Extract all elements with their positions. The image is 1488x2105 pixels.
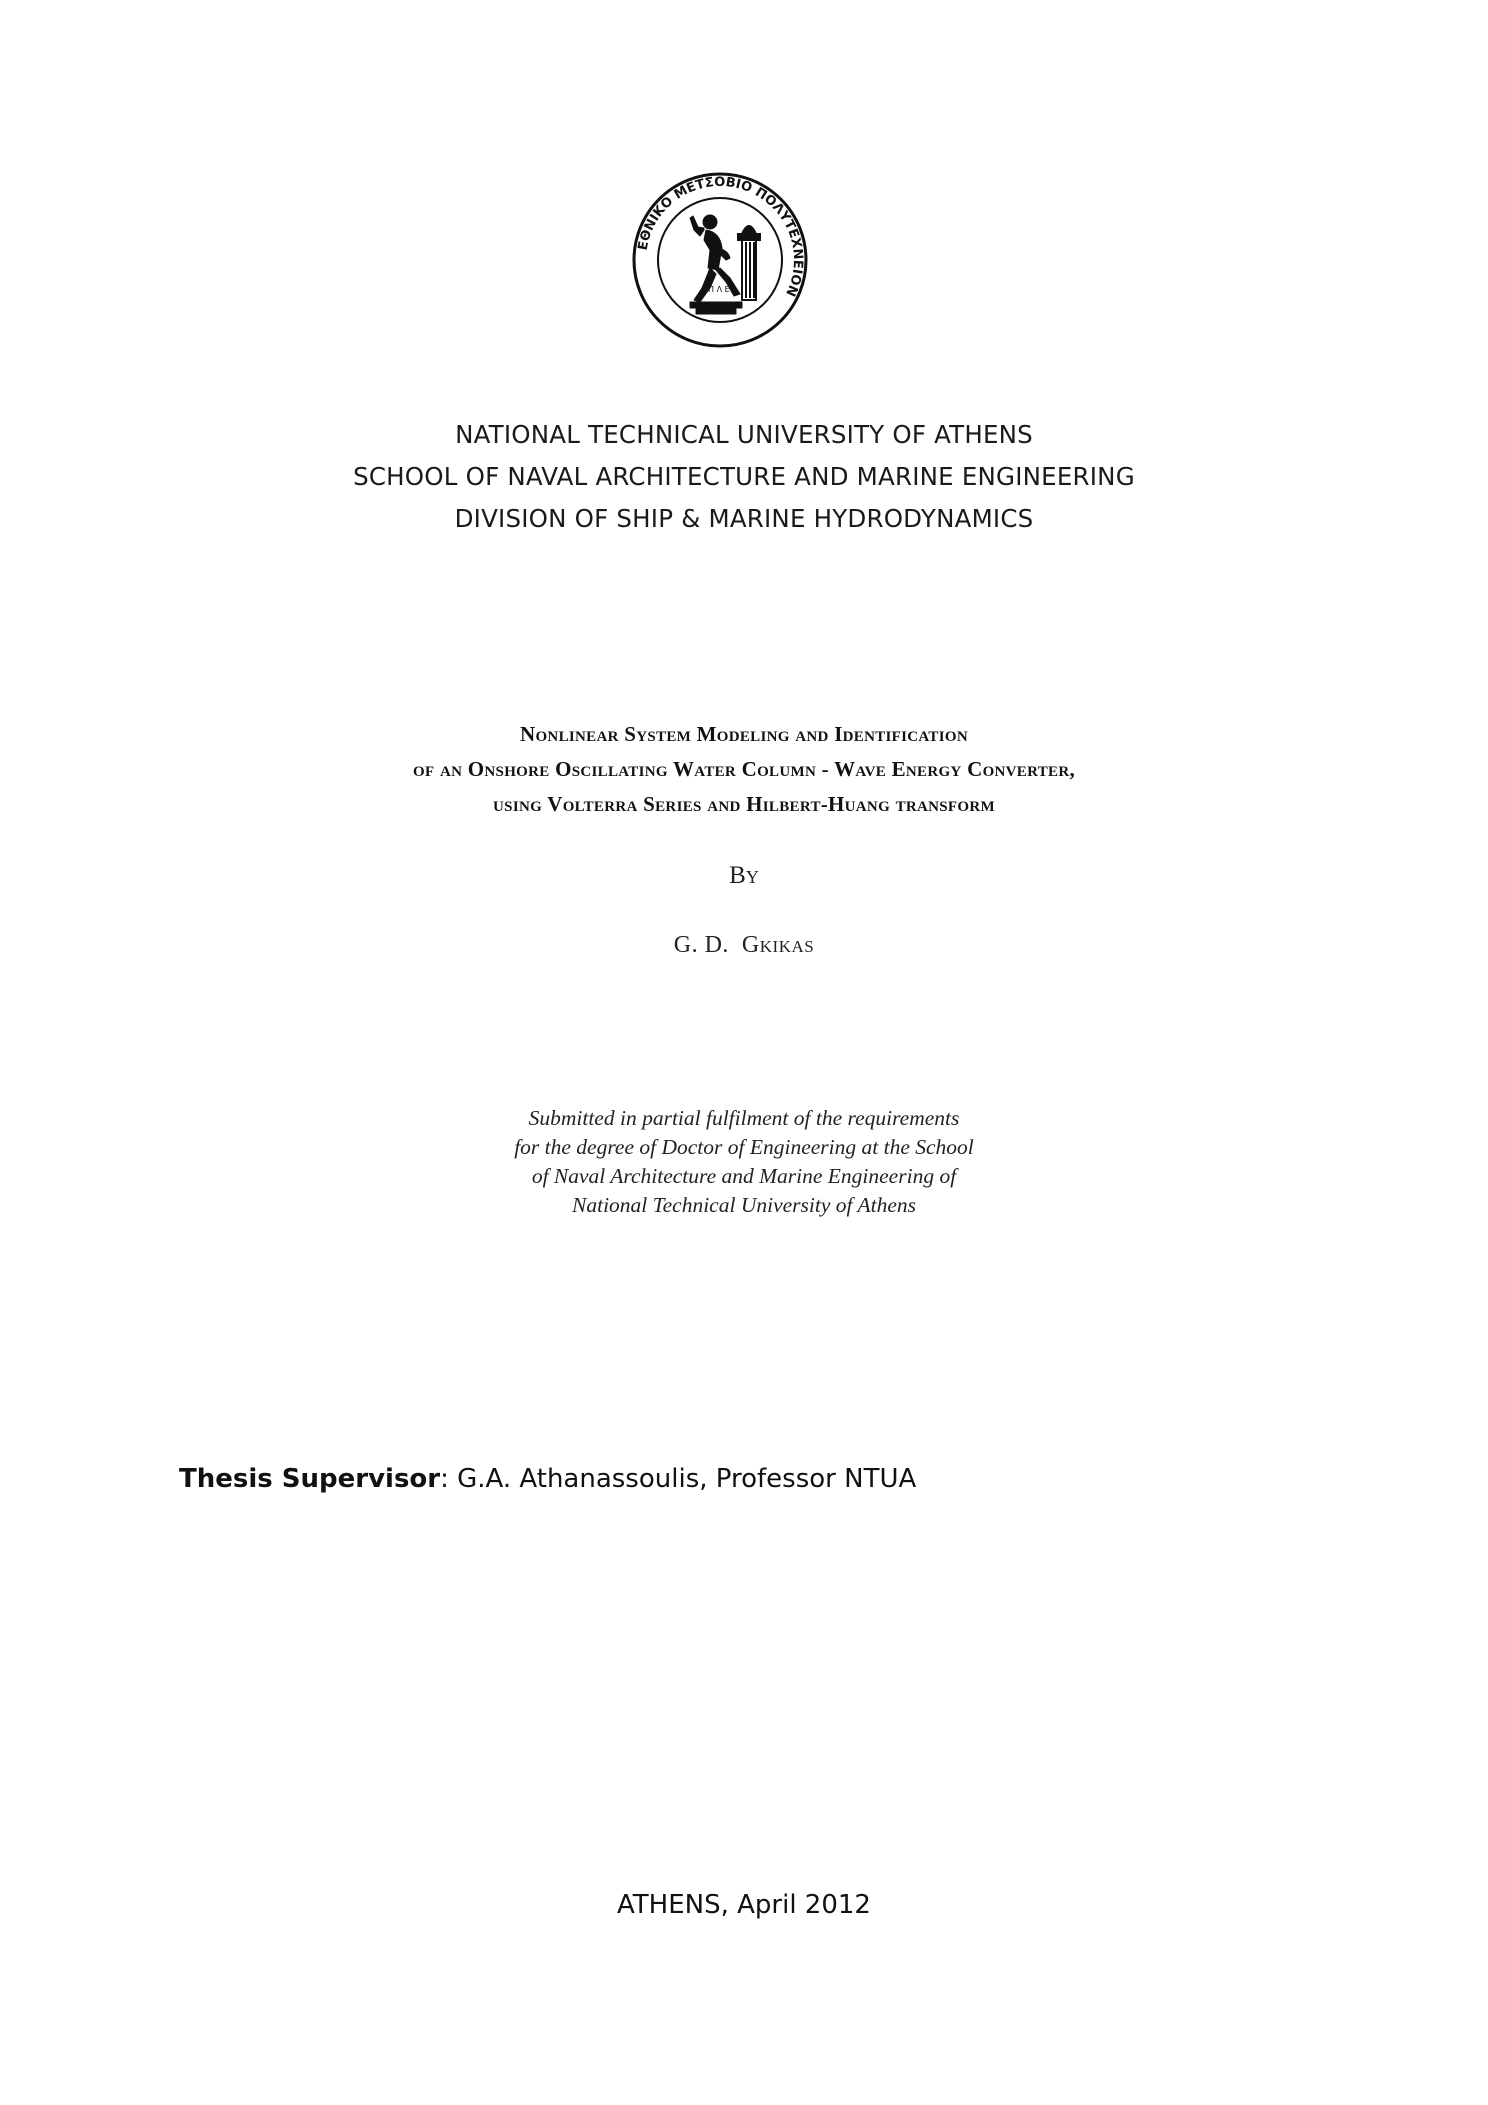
supervisor-label: Thesis Supervisor — [179, 1464, 441, 1494]
supervisor-value: : G.A. Athanassoulis, Professor NTUA — [440, 1464, 917, 1494]
submission-line-1: Submitted in partial fulfilment of the requirements — [528, 1106, 960, 1130]
place-and-date: ATHENS, April 2012 — [617, 1890, 871, 1920]
seal-ring-text: ΕΘΝΙΚΟ ΜΕΤΣΟΒΙΟ ΠΟΛΥΤΕΧΝΕΙΟΝ — [635, 174, 806, 299]
svg-text:Α Π Λ Ε: Α Π Λ Ε — [700, 285, 730, 294]
division-name: DIVISION OF SHIP & MARINE HYDRODYNAMICS — [454, 504, 1034, 533]
by-label: By — [729, 862, 759, 889]
school-name: SCHOOL OF NAVAL ARCHITECTURE AND MARINE ENGINEERING — [353, 462, 1135, 491]
submission-line-2: for the degree of Doctor of Engineering at the School — [514, 1135, 974, 1159]
thesis-title-line-1: Nonlinear System Modeling and Identification — [520, 722, 968, 746]
submission-line-4: National Technical University of Athens — [572, 1193, 916, 1217]
institution-name: NATIONAL TECHNICAL UNIVERSITY OF ATHENS — [455, 420, 1033, 449]
thesis-title-line-2: of an Onshore Oscillating Water Column - Wave Energy Converter, — [412, 757, 1075, 781]
university-seal-logo — [630, 170, 810, 350]
submission-line-3: of Naval Architecture and Marine Engineering of — [531, 1164, 957, 1188]
author-name: G. D. Gkikas — [673, 932, 815, 958]
thesis-supervisor — [179, 1464, 916, 1494]
thesis-title-line-3: using Volterra Series and Hilbert-Huang transform — [493, 792, 995, 816]
